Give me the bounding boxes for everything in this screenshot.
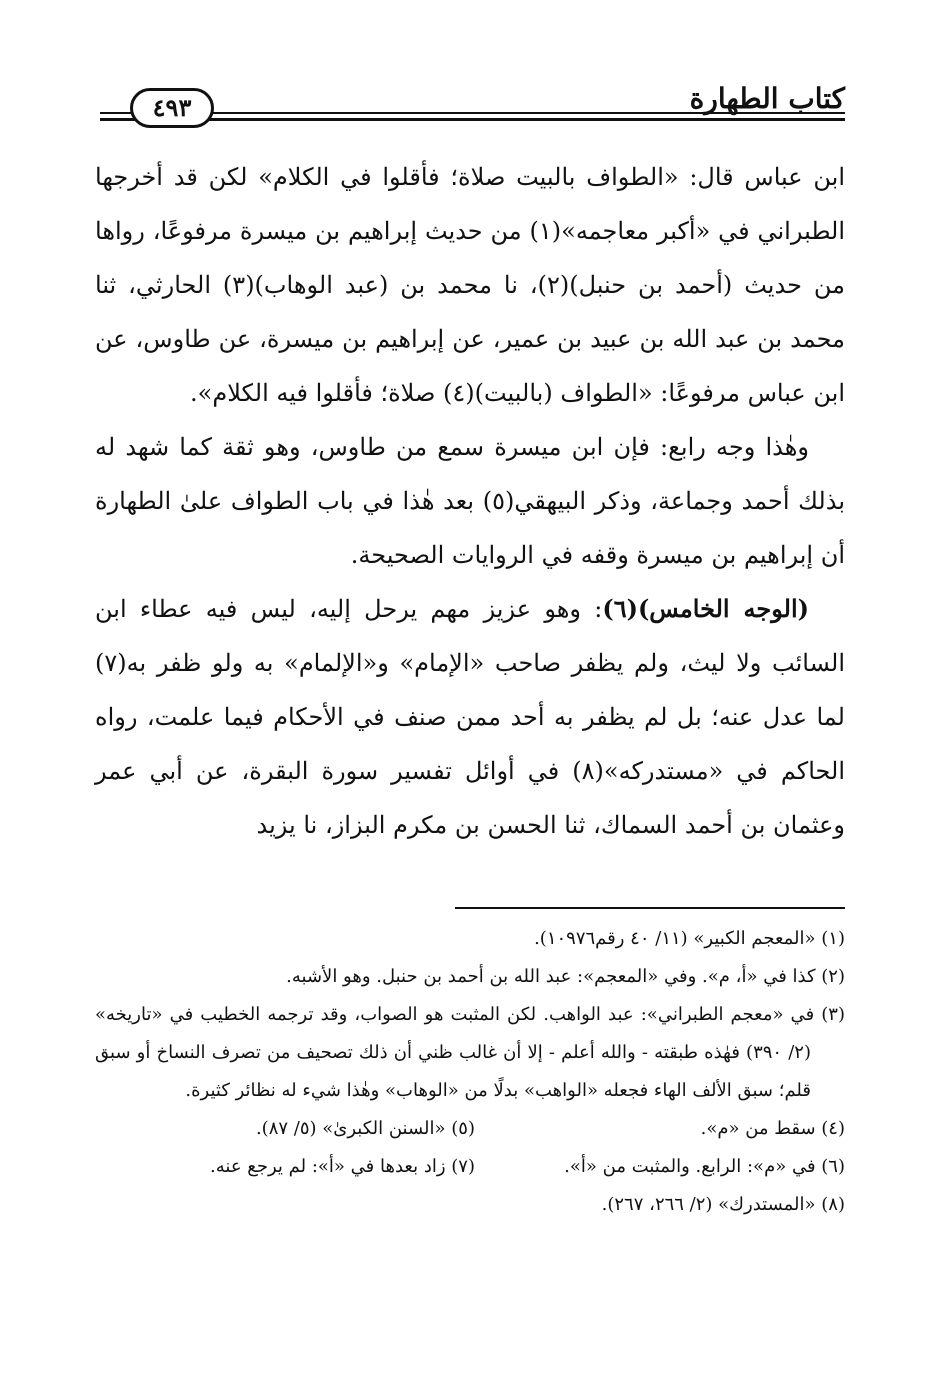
paragraph-2: وهٰذا وجه رابع: فإن ابن ميسرة سمع من طاوس، وهو ثقة كما شهد له بذلك أحمد وجماعة، وذكر البيهقي(٥) بعد هٰذا في باب الطواف علىٰ الطهارة أن إبراهيم بن ميسرة وقفه في الروايات الصحيحة. bbox=[95, 433, 845, 569]
footnote-1: (١) «المعجم الكبير» (١١/ ٤٠ رقم١٠٩٧٦). bbox=[534, 928, 845, 949]
footnote-separator bbox=[455, 907, 845, 909]
chapter-title: كتاب الطهارة bbox=[689, 82, 845, 115]
footnote-8: (٨) «المستدرك» (٢/ ٢٦٦، ٢٦٧). bbox=[601, 1194, 845, 1215]
footnote-row-6-7 bbox=[95, 1148, 845, 1186]
footnote-2: (٢) كذا في «أ، م». وفي «المعجم»: عبد الله بن أحمد بن حنبل. وهو الأشبه. bbox=[286, 966, 845, 987]
section-heading: (الوجه الخامس)(٦) bbox=[602, 594, 809, 623]
page-header bbox=[100, 78, 845, 128]
footnote-6: (٦) في «م»: الرابع. والمثبت من «أ». bbox=[564, 1156, 845, 1177]
paragraph-1: ابن عباس قال: «الطواف بالبيت صلاة؛ فأقلوا في الكلام» لكن قد أخرجها الطبراني في «أكبر معاجمه»(١) من حديث إبراهيم بن ميسرة مرفوعًا، رواها من حديث (أحمد بن حنبل)(٢)، نا محمد بن (عبد الوهاب)(٣) الحارثي، ثنا محمد بن عبد الله بن عبيد بن عمير، عن إبراهيم بن ميسرة، عن طاوس، عن ابن عباس مرفوعًا: «الطواف (بالبيت)(٤) صلاة؛ فأقلوا فيه الكلام». bbox=[95, 163, 846, 407]
footnotes bbox=[95, 920, 845, 1224]
footnote-row-4-5 bbox=[95, 1110, 845, 1148]
footnote-7: (٧) زاد بعدها في «أ»: لم يرجع عنه. bbox=[210, 1156, 475, 1177]
page-number: ٤٩٣ bbox=[130, 88, 214, 128]
footnote-3: (٣) في «معجم الطبراني»: عبد الواهب. لكن المثبت هو الصواب، وقد ترجمه الخطيب في «تاريخه» (٢/ ٣٩٠) فهٰذه طبقته - والله أعلم - إلا أن غالب ظني أن ذلك تصحيف من تصرف النساخ أو سبق قلم؛ سبق الألف الهاء فجعله «الواهب» بدلًا من «الوهاب» وهٰذا شيء له نظائر كثيرة. bbox=[95, 1004, 845, 1101]
footnote-5: (٥) «السنن الكبرىٰ» (٥/ ٨٧). bbox=[255, 1118, 475, 1139]
header-rule-bottom bbox=[100, 118, 845, 121]
paragraph-3-text: : وهو عزيز مهم يرحل إليه، ليس فيه عطاء ابن السائب ولا ليث، ولم يظفر صاحب «الإمام» و«الإلمام» به ولو ظفر به(٧) لما عدل عنه؛ بل لم يظفر به أحد ممن صنف في الأحكام فيما علمت، رواه الحاكم في «مستدركه»(٨) في أوائل تفسير سورة البقرة، عن أبي عمر وعثمان بن أحمد السماك، ثنا الحسن بن مكرم البزاز، نا يزيد bbox=[95, 595, 846, 839]
paragraph-3 bbox=[95, 582, 845, 852]
main-text bbox=[95, 150, 845, 852]
footnote-4: (٤) سقط من «م». bbox=[700, 1118, 845, 1139]
